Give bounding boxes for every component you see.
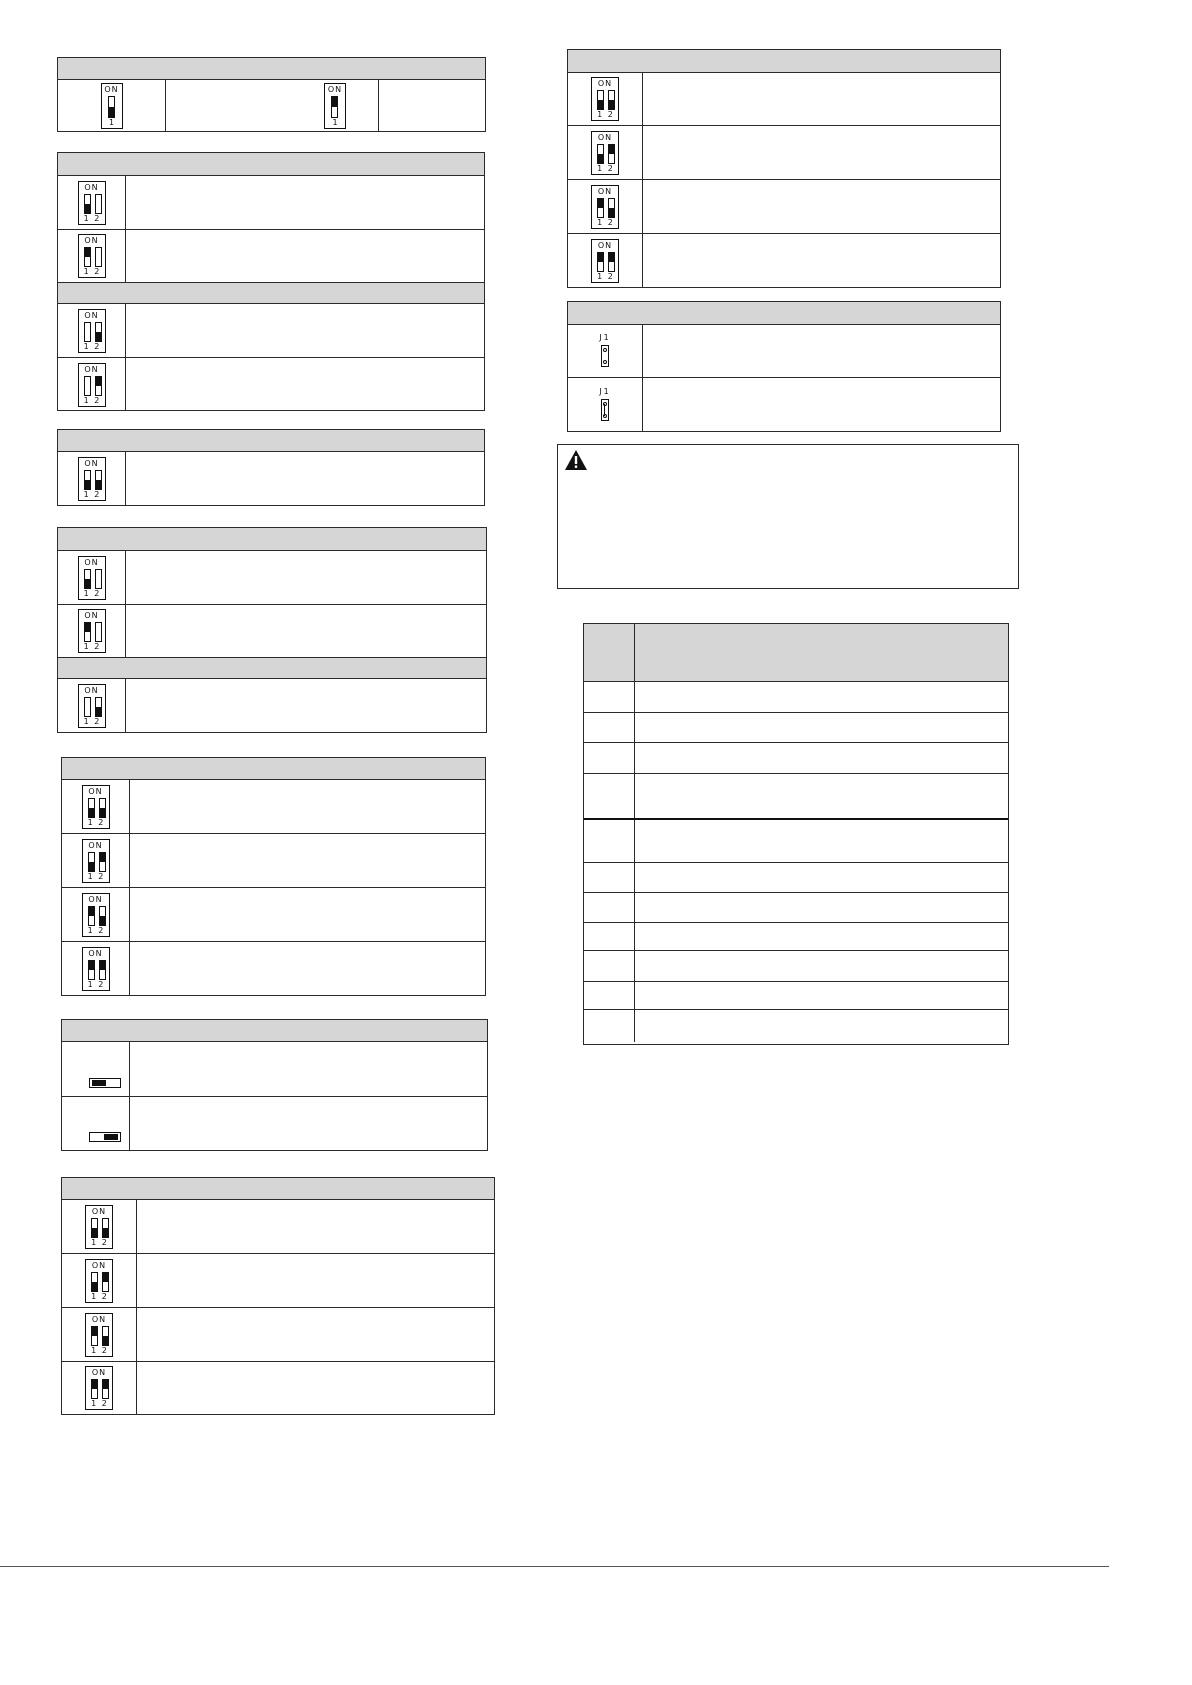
- panel-row: [62, 1308, 494, 1362]
- panel-row: [62, 1097, 487, 1150]
- dip-switch-icon: ON 1 2: [78, 309, 106, 353]
- panel-header: [62, 1178, 494, 1200]
- table-row: [584, 1010, 1008, 1042]
- dip-panel-7: [61, 1177, 495, 1415]
- dip-switch-icon: ON 1 2: [78, 234, 106, 278]
- panel-row: [568, 234, 1000, 287]
- panel-header: [62, 1020, 487, 1042]
- panel-row: [58, 679, 486, 732]
- panel-header: [62, 758, 485, 780]
- slide-switch-icon: [89, 1132, 121, 1142]
- table-row: [584, 982, 1008, 1010]
- panel-row: [568, 325, 1000, 378]
- jumper-open-icon: J1: [594, 333, 616, 369]
- table-row: [584, 951, 1008, 982]
- panel-row: [58, 551, 486, 605]
- table-row: [584, 923, 1008, 951]
- dip-switch-icon: ON 1 2: [85, 1205, 113, 1249]
- panel-row: [58, 452, 484, 505]
- table-header: [584, 624, 1008, 682]
- table-row: [584, 863, 1008, 893]
- dip-switch-icon: ON 1 2: [82, 893, 110, 937]
- panel-row: [62, 1042, 487, 1097]
- dip-switch-icon: ON 1 2: [591, 185, 619, 229]
- panel-row: [58, 230, 484, 283]
- dip-panel-8: [567, 49, 1001, 288]
- dip-panel-3: [57, 429, 485, 506]
- table-row: [584, 774, 1008, 820]
- dip-switch-icon: ON 1 2: [82, 839, 110, 883]
- dip-switch-icon: ON 1 2: [82, 785, 110, 829]
- table-row: [584, 893, 1008, 923]
- panel-row: [58, 358, 484, 411]
- table-row: [584, 713, 1008, 743]
- panel-row: [62, 1362, 494, 1414]
- dip-switch-icon: ON 1 2: [591, 239, 619, 283]
- panel-header: [58, 528, 486, 551]
- table-row: [584, 820, 1008, 863]
- panel-row: [62, 942, 485, 995]
- warning-triangle-icon: [564, 449, 588, 471]
- panel-row: [568, 180, 1000, 234]
- dip-switch-icon: ON 1 2: [78, 363, 106, 407]
- dip-switch-icon: ON 1: [101, 83, 123, 129]
- panel-subheader: [58, 658, 486, 679]
- panel-row: [568, 378, 1000, 431]
- dip-panel-5: [61, 757, 486, 996]
- dip-switch-icon: ON 1 2: [78, 609, 106, 653]
- dip-panel-1: [57, 57, 486, 132]
- panel-row: [62, 780, 485, 834]
- table-row: [584, 682, 1008, 713]
- slide-switch-panel: [61, 1019, 488, 1151]
- warning-box: [557, 444, 1019, 589]
- slide-switch-icon: [89, 1078, 121, 1088]
- jumper-closed-icon: J1: [594, 387, 616, 423]
- table-row: [584, 743, 1008, 774]
- panel-row: [58, 304, 484, 358]
- dip-switch-icon: ON 1 2: [78, 457, 106, 501]
- dip-switch-icon: ON 1 2: [78, 684, 106, 728]
- panel-row: [58, 605, 486, 658]
- dip-switch-icon: ON 1 2: [85, 1366, 113, 1410]
- dip-switch-icon: ON 1 2: [85, 1259, 113, 1303]
- panel-header: [568, 302, 1000, 325]
- panel-subheader: [58, 283, 484, 304]
- dip-switch-icon: ON 1 2: [78, 181, 106, 225]
- dip-switch-icon: ON 1 2: [85, 1313, 113, 1357]
- dip-switch-icon: ON 1 2: [591, 131, 619, 175]
- panel-row: [62, 1200, 494, 1254]
- panel-row: [568, 126, 1000, 180]
- panel-header: [58, 153, 484, 176]
- panel-row: [62, 834, 485, 888]
- dip-switch-icon: ON 1 2: [78, 556, 106, 600]
- panel-row: [568, 73, 1000, 126]
- dip-panel-4: [57, 527, 487, 733]
- panel-row: [58, 80, 485, 131]
- panel-row: [58, 176, 484, 230]
- dip-panel-2: [57, 152, 485, 411]
- panel-row: [62, 1254, 494, 1308]
- dip-switch-icon: ON 1: [324, 83, 346, 129]
- dip-switch-icon: ON 1 2: [591, 77, 619, 121]
- panel-row: [62, 888, 485, 942]
- jumper-panel: [567, 301, 1001, 432]
- panel-header: [58, 430, 484, 452]
- dip-switch-icon: ON 1 2: [82, 947, 110, 991]
- panel-header: [58, 58, 485, 80]
- panel-header: [568, 50, 1000, 73]
- page-footer-rule: [0, 1566, 1109, 1567]
- reference-table: [583, 623, 1009, 1045]
